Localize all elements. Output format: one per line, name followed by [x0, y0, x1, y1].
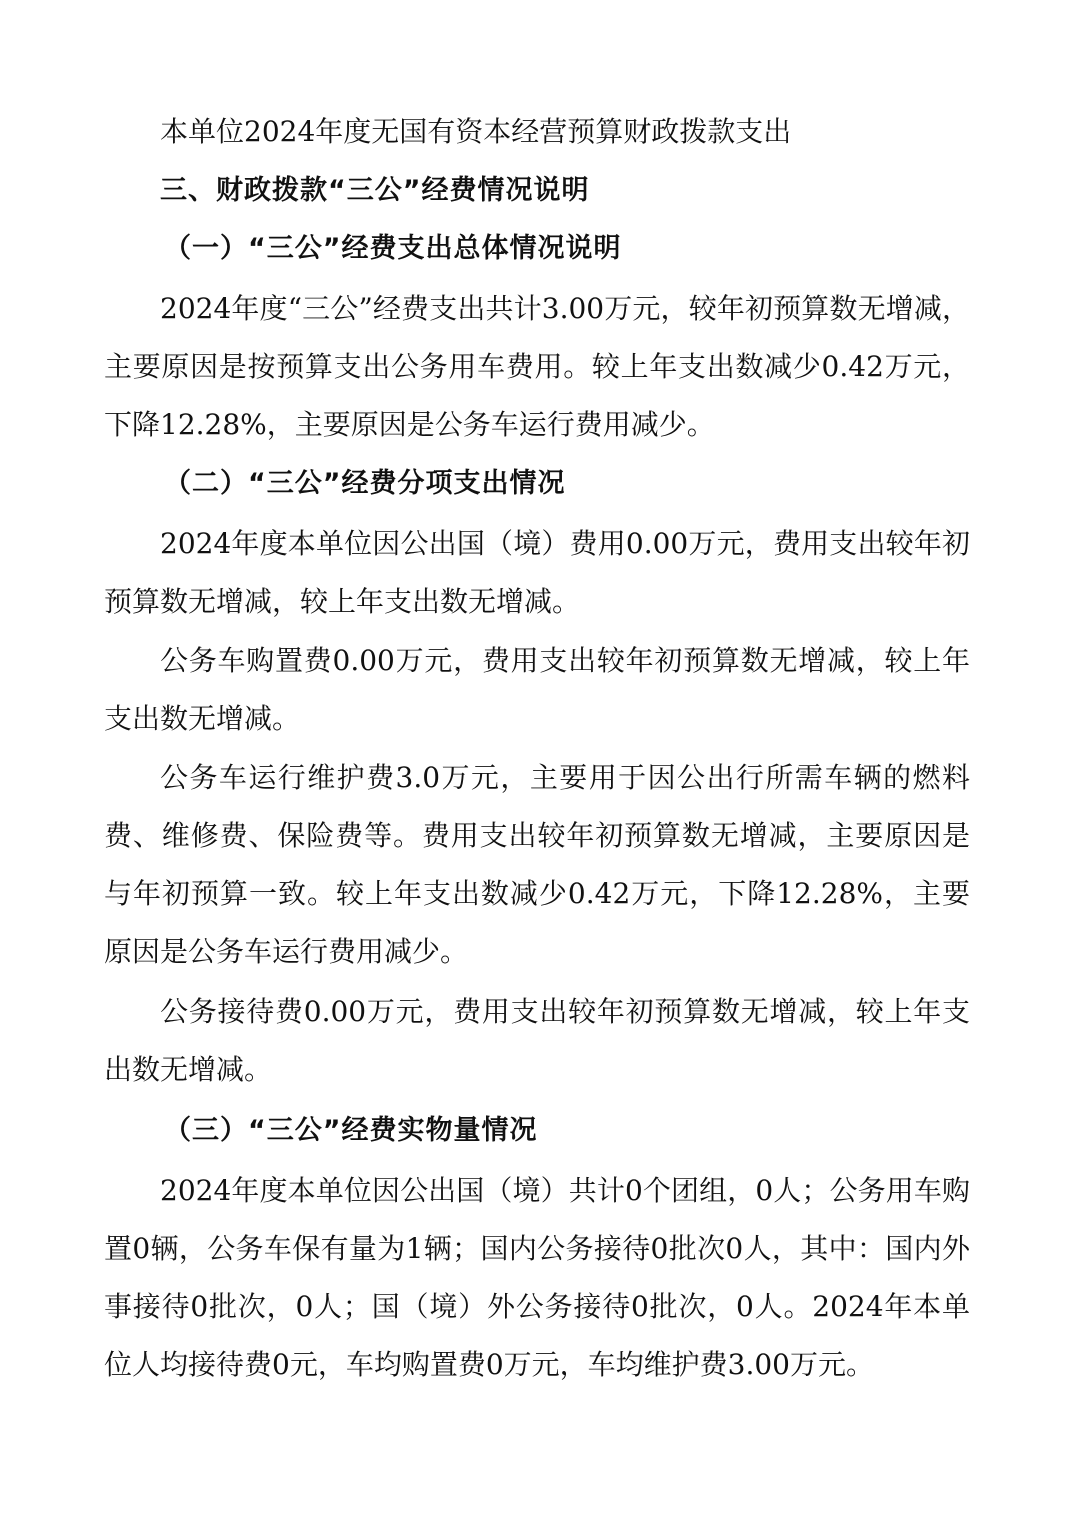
subheading-physical-quantity: （三）“三公”经费实物量情况 [164, 1115, 538, 1146]
subheading-overall: （一）“三公”经费支出总体情况说明 [164, 233, 622, 264]
paragraph-no-state-capital-budget: 本单位2024年度无国有资本经营预算财政拨款支出 [160, 115, 792, 148]
section-heading-three-public-expenses: 三、财政拨款“三公”经费情况说明 [160, 175, 590, 206]
paragraph-vehicle-purchase: 公务车购置费0.00万元，费用支出较年初预算数无增减，较上年支出数无增减。 [104, 644, 970, 735]
paragraph-overseas-travel: 2024年度本单位因公出国（境）费用0.00万元，费用支出较年初预算数无增减，较上年支出数无增减。 [104, 527, 970, 618]
paragraph-reception: 公务接待费0.00万元，费用支出较年初预算数无增减，较上年支出数无增减。 [104, 995, 970, 1086]
paragraph-vehicle-maintenance: 公务车运行维护费3.0万元，主要用于因公出行所需车辆的燃料费、维修费、保险费等。费用支出较年初预算数无增减，主要原因是与年初预算一致。较上年支出数减少0.42万元，下降12.28%，主要原因是公务车运行费用减少。 [104, 761, 970, 968]
paragraph-overall-expenses: 2024年度“三公”经费支出共计3.00万元，较年初预算数无增减，主要原因是按预算支出公务用车费用。较上年支出数减少0.42万元，下降12.28%，主要原因是公务车运行费用减少。 [104, 292, 970, 441]
subheading-itemized: （二）“三公”经费分项支出情况 [164, 468, 566, 499]
paragraph-physical-quantity: 2024年度本单位因公出国（境）共计0个团组，0人；公务用车购置0辆，公务车保有量为1辆；国内公务接待0批次0人，其中：国内外事接待0批次，0人；国（境）外公务接待0批次，0人。2024年本单位人均接待费0元，车均购置费0万元，车均维护费3.00万元。 [104, 1174, 970, 1381]
